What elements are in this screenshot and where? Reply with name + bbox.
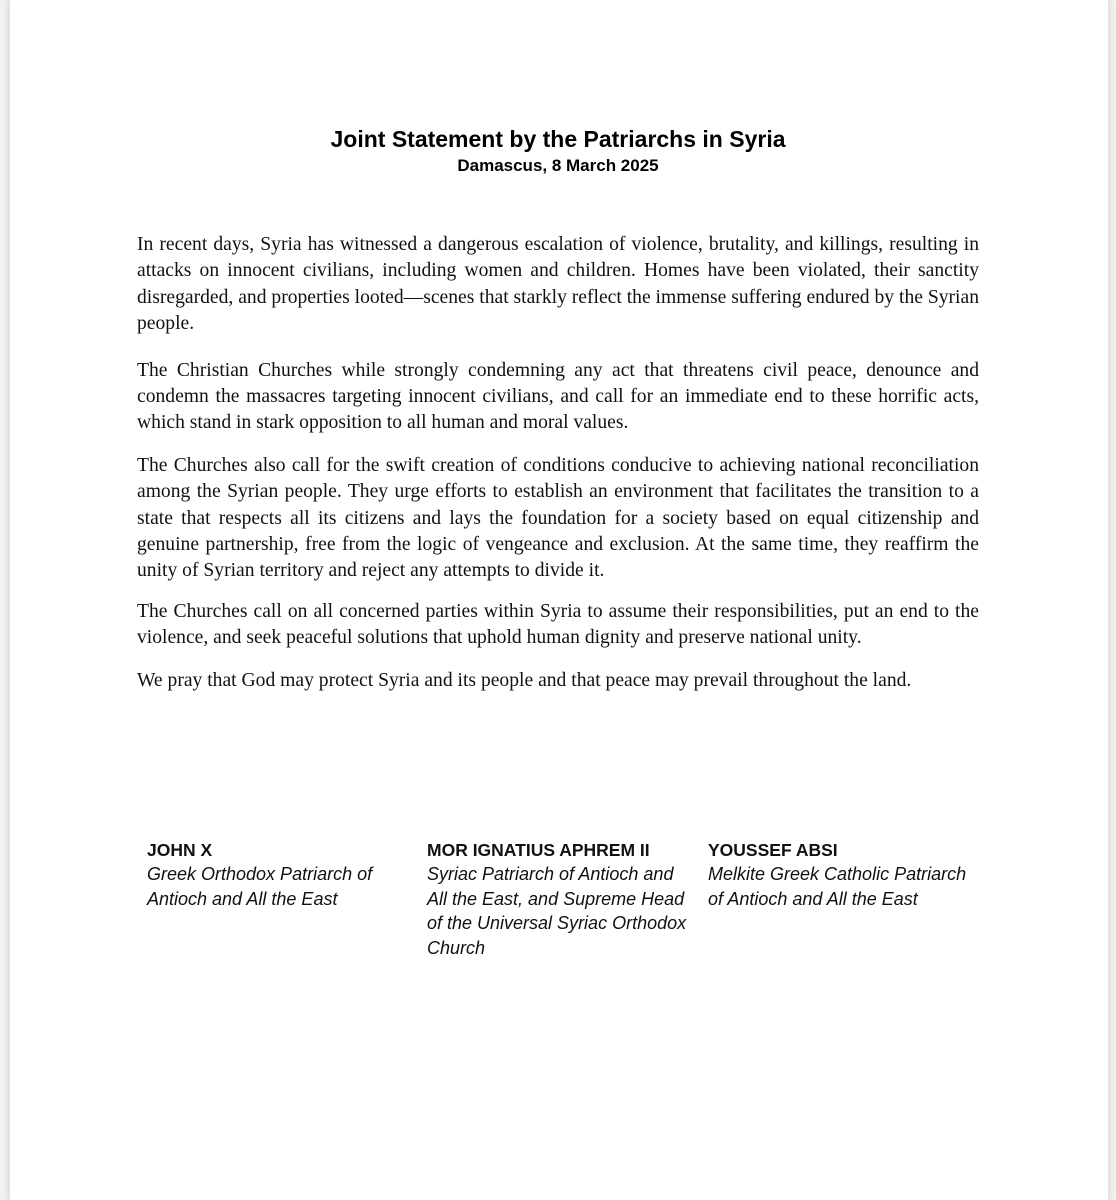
- paragraph: In recent days, Syria has witnessed a dangerous escalation of violence, brutality, and killings, resulting in attacks on innocent civilians, including women and children. Homes have been violated, their sanctity disregarded, and properties looted—scenes that starkly reflect the immense suffering endured by the Syrian people.: [137, 234, 979, 335]
- signatory: [427, 838, 689, 960]
- paragraph: The Christian Churches while strongly condemning any act that threatens civil peace, denounce and condemn the massacres targeting innocent civilians, and call for an immediate end to these horrific acts, which stand in stark opposition to all human and moral values.: [137, 359, 979, 434]
- document-title: Joint Statement by the Patriarchs in Syria: [330, 126, 786, 152]
- signatory-title: Syriac Patriarch of Antioch and All the East, and Supreme Head of the Universal Syriac Orthodox Church: [427, 864, 687, 958]
- paragraph: We pray that God may protect Syria and its people and that peace may prevail throughout the land.: [137, 669, 912, 691]
- paragraph: The Churches call on all concerned parties within Syria to assume their responsibilities, put an end to the violence, and seek peaceful solutions that uphold human dignity and preserve national unity.: [137, 600, 979, 649]
- paragraph: The Churches also call for the swift creation of conditions conducive to achieving national reconciliation among the Syrian people. They urge efforts to establish an environment that facilitates the transition to a state that respects all its citizens and lays the foundation for a society based on equal citizenship and genuine partnership, free from the logic of vengeance and exclusion. At the same time, they reaffirm the unity of Syrian territory and reject any attempts to divide it.: [137, 454, 979, 582]
- document-heading: [0, 124, 1116, 178]
- signatory-name: MOR IGNATIUS APHREM II: [427, 840, 650, 860]
- signatory-title: Melkite Greek Catholic Patriarch of Antioch and All the East: [708, 864, 967, 909]
- document-subtitle: Damascus, 8 March 2025: [457, 156, 659, 175]
- signatory-title: Greek Orthodox Patriarch of Antioch and All the East: [147, 864, 373, 909]
- signatory-name: YOUSSEF ABSI: [708, 840, 838, 860]
- statement-body: [137, 232, 979, 710]
- signatory: [147, 838, 409, 911]
- signatory: [708, 838, 970, 911]
- signatory-name: JOHN X: [147, 840, 213, 860]
